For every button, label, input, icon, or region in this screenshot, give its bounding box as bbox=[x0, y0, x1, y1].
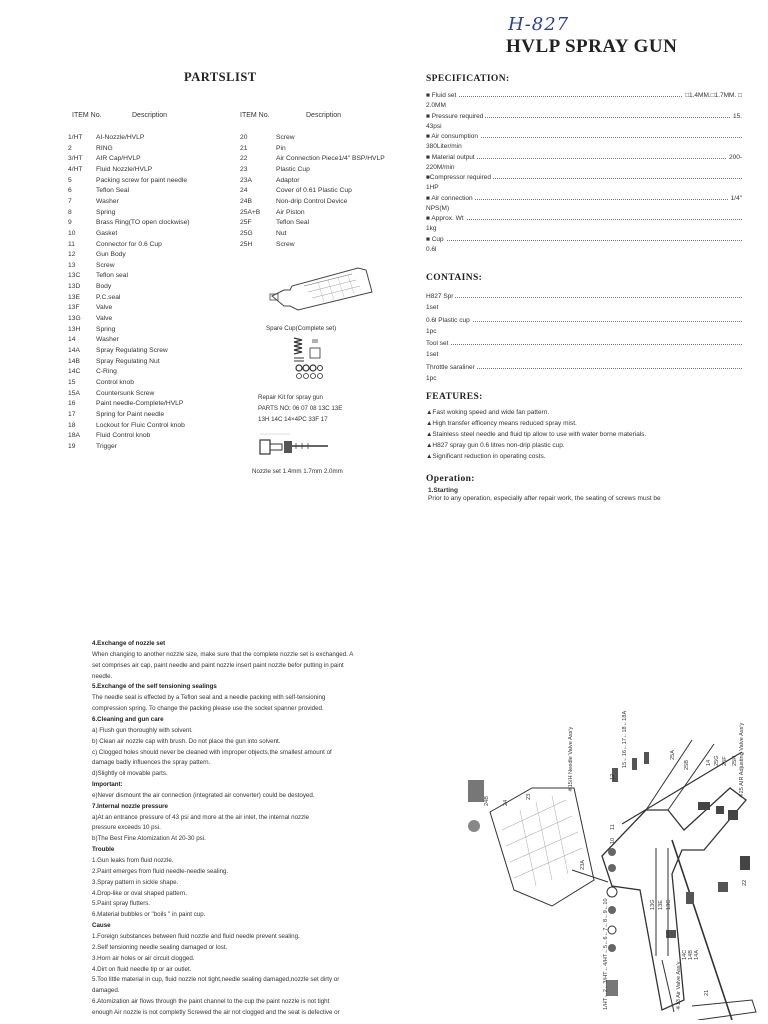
spec-value: □1.4MM.□1.7MM. □ bbox=[685, 92, 742, 99]
label-24: 24 bbox=[503, 799, 509, 806]
part-description: C-Ring bbox=[96, 368, 117, 376]
parts-row bbox=[68, 155, 248, 165]
parts-row bbox=[240, 166, 410, 176]
part-number: 25A+B bbox=[240, 208, 261, 216]
parts-row bbox=[68, 283, 248, 293]
label-12: 12 bbox=[610, 773, 616, 780]
contains-quantity: 1pc bbox=[426, 374, 437, 382]
spec-row bbox=[426, 113, 742, 123]
label-14a: 14A bbox=[694, 950, 700, 960]
label-13g: 13G bbox=[650, 899, 656, 910]
parts-row bbox=[240, 155, 410, 165]
part-number: 20 bbox=[240, 134, 248, 141]
part-number: 23A bbox=[240, 176, 252, 184]
part-description: Countersunk Screw bbox=[96, 389, 155, 397]
part-number: 24B bbox=[240, 197, 252, 205]
part-number: 22 bbox=[240, 155, 248, 163]
part-number: 13 bbox=[68, 261, 76, 269]
text-line: 1.Foreign substances between fluid nozzle and fluid needle prevent sealing. bbox=[92, 932, 300, 940]
label-23a: 23A bbox=[580, 860, 586, 870]
part-description: Cover of 0.61 Plastic Cup bbox=[276, 187, 352, 195]
partslist-title: PARTSLIST bbox=[184, 70, 257, 84]
contains-quantity: 1set bbox=[426, 351, 439, 358]
parts-row bbox=[240, 187, 410, 197]
text-line: a)At an entrance pressure of 43 psi and more at the air inlet, the internal nozzle bbox=[92, 813, 310, 821]
text-line: enough Air nozzle is not completly Screwed the air not clogged and the seat is defective or bbox=[92, 1008, 340, 1016]
feature-item: ▲Stainless steel needle and fluid tip allow to use with water borne materials. bbox=[426, 431, 647, 438]
parts-row bbox=[68, 390, 248, 400]
contains-label: Tool set bbox=[426, 340, 449, 347]
part-description: Lockout for Fluic Control knob bbox=[96, 421, 185, 429]
part-description: Valve bbox=[96, 304, 113, 312]
contains-quantity: 1pc bbox=[426, 327, 437, 335]
part-number: 2 bbox=[68, 144, 72, 152]
contains-label: 0.6l Plastic cup bbox=[426, 316, 470, 324]
text-line: damage badly influences the spray pattern. bbox=[92, 759, 211, 767]
section-heading: Trouble bbox=[92, 846, 115, 854]
part-number: 12 bbox=[68, 251, 76, 259]
part-description: Gun Body bbox=[96, 251, 126, 259]
col1-desc-header: Description bbox=[132, 112, 168, 119]
spec-row bbox=[426, 174, 742, 184]
contains-label: Throttle saraliner bbox=[426, 363, 475, 371]
spec-continued: 43psi bbox=[426, 122, 442, 130]
text-line: d)Slightly oil movable parts. bbox=[92, 770, 168, 778]
contains-quantity: 1set bbox=[426, 304, 439, 311]
part-description: Spring bbox=[96, 325, 116, 333]
part-number: 18A bbox=[68, 432, 80, 440]
part-description: Paint needle-Complete/HVLP bbox=[96, 400, 184, 408]
parts-row bbox=[68, 177, 248, 187]
contains-row bbox=[426, 293, 742, 303]
part-description: Control knob bbox=[96, 378, 134, 386]
label-21: 21 bbox=[704, 989, 710, 996]
part-number: 25F bbox=[240, 219, 252, 227]
parts-row bbox=[68, 347, 248, 357]
label-13c: 13C bbox=[666, 899, 672, 910]
part-number: 21 bbox=[240, 144, 248, 152]
spec-continued: 2.0MM bbox=[426, 102, 446, 109]
spec-value: 200- bbox=[728, 153, 742, 161]
part-number: 9 bbox=[68, 219, 72, 227]
part-description: P.C.seal bbox=[96, 293, 121, 301]
feature-item: ▲Significant reduction in operating costs. bbox=[426, 453, 546, 460]
part-description: Body bbox=[96, 283, 112, 291]
part-description: Spring for Paint needle bbox=[96, 410, 165, 418]
contains-row bbox=[426, 364, 742, 374]
spec-value: 1/4" bbox=[730, 194, 742, 202]
part-number: 13E bbox=[68, 293, 80, 301]
operation-subtitle: 1.Starting bbox=[428, 487, 458, 494]
parts-row bbox=[68, 134, 248, 144]
part-number: 15A bbox=[68, 389, 80, 397]
parts-row bbox=[68, 432, 248, 442]
spec-continued: 1HP bbox=[426, 184, 439, 191]
label-14b: 14B bbox=[688, 950, 694, 960]
parts-row bbox=[68, 443, 248, 453]
spec-row bbox=[426, 215, 742, 225]
parts-row bbox=[68, 422, 248, 432]
part-description: Washer bbox=[96, 197, 119, 205]
parts-row bbox=[240, 198, 410, 208]
parts-row bbox=[68, 368, 248, 378]
part-description: Air Connection Piece1/4" BSP/HVLP bbox=[276, 155, 385, 163]
feature-item: ▲High transfer efficency means reduced spray mist. bbox=[426, 420, 577, 427]
repair-kit-line-1: Repair Kit for spray gun bbox=[258, 394, 323, 401]
contains-dot-leader bbox=[426, 344, 742, 345]
text-line: 2.Paint emerges from fluid needle-needle sealing. bbox=[92, 867, 229, 875]
text-line: damaged. bbox=[92, 987, 120, 995]
specification-title: SPECIFICATION: bbox=[426, 74, 510, 84]
label-25a: 25A bbox=[670, 750, 676, 760]
feature-item: ▲H827 spray gun 0.6 litres non-drip plastic cup. bbox=[426, 442, 565, 449]
part-description: Screw bbox=[276, 240, 295, 248]
spec-row bbox=[426, 154, 742, 164]
parts-row bbox=[240, 219, 410, 229]
spec-label: ■Compressor required bbox=[426, 174, 491, 181]
text-line: b)The Best Fine Atomization At 20-30 psi. bbox=[92, 835, 206, 843]
parts-row bbox=[68, 400, 248, 410]
text-line: needle. bbox=[92, 672, 113, 680]
section-heading: 7.Internal nozzle pressure bbox=[92, 802, 168, 810]
parts-row bbox=[68, 304, 248, 314]
part-number: 5 bbox=[68, 176, 72, 184]
label-air-adjusting: ※25 AIR Adjusting Valve Ass'y bbox=[739, 722, 745, 798]
label-24b: 24B bbox=[484, 796, 490, 806]
part-number: 15 bbox=[68, 378, 76, 386]
part-number: 25H bbox=[240, 240, 253, 248]
part-description: Screw bbox=[96, 261, 115, 269]
part-description: Spring bbox=[96, 208, 116, 216]
spec-row bbox=[426, 92, 742, 102]
parts-row bbox=[68, 251, 248, 261]
parts-row bbox=[240, 209, 410, 219]
label-22: 22 bbox=[742, 879, 748, 886]
part-number: 19 bbox=[68, 442, 76, 450]
part-description: RING bbox=[96, 144, 113, 152]
part-description: Valve bbox=[96, 315, 113, 323]
text-line: set comprises air cap, paint needle and paint nozzle insert paint nozzle befor putting in paint bbox=[92, 661, 344, 669]
part-description: AIR Cap/HVLP bbox=[96, 155, 141, 163]
part-description: Spray Regulating Screw bbox=[96, 347, 168, 354]
contains-dot-leader bbox=[426, 321, 742, 322]
part-description: Screw bbox=[276, 134, 295, 141]
handwritten-model-code: H-827 bbox=[508, 14, 570, 35]
repair-kit-line-3: 13H 14C 14×4PC 33F 17 bbox=[258, 416, 328, 423]
spare-cup-illustration bbox=[268, 256, 378, 318]
text-line: 4.Dirt on fluid needle tip or air outlet. bbox=[92, 965, 192, 973]
part-number: 13D bbox=[68, 283, 81, 291]
col2-item-header: ITEM No. bbox=[240, 112, 270, 119]
part-description: Non-drip Control Device bbox=[276, 197, 348, 205]
spec-continued: 0.6l bbox=[426, 245, 437, 253]
text-line: 5.Paint spray flutters. bbox=[92, 900, 151, 908]
part-description: Plastic Cup bbox=[276, 165, 310, 173]
part-number: 17 bbox=[68, 410, 76, 418]
parts-row bbox=[68, 336, 248, 346]
spec-continued: 380Liter/min bbox=[426, 143, 462, 150]
spec-row bbox=[426, 195, 742, 205]
part-description: Packing screw for paint needle bbox=[96, 176, 188, 184]
nozzle-set-illustration bbox=[256, 432, 332, 462]
part-number: 14A bbox=[68, 347, 80, 354]
spec-label: ■ Fluid set bbox=[426, 92, 457, 99]
part-description: Teflon Seal bbox=[276, 219, 310, 227]
parts-row bbox=[240, 230, 410, 240]
section-heading: Cause bbox=[92, 922, 111, 930]
section-heading: Important: bbox=[92, 781, 123, 789]
parts-row bbox=[240, 145, 410, 155]
parts-row bbox=[68, 166, 248, 176]
part-description: Adaptor bbox=[276, 176, 300, 184]
parts-row bbox=[68, 198, 248, 208]
part-description: Air Piston bbox=[276, 208, 305, 216]
label-14: 14 bbox=[706, 759, 712, 766]
part-description: Connector for 0.6 Cup bbox=[96, 240, 162, 248]
repair-kit-line-2: PARTS NO: 06 07 08 13C 13E bbox=[258, 405, 343, 412]
parts-row bbox=[68, 230, 248, 240]
text-line: 6.Material bubbles or "boils " in paint cup. bbox=[92, 911, 206, 919]
operation-text: Prior to any operation, especially after repair work, the seating of screws must be bbox=[428, 495, 661, 502]
text-line: e)Never dismount the air connection (integrated air converter) could be destoyed. bbox=[92, 791, 315, 799]
spec-label: ■ Air consumption bbox=[426, 133, 478, 140]
text-line: The needle seal is effected by a Teflon seal and a needle packing with self-tensioning bbox=[92, 694, 326, 702]
part-number: 25G bbox=[240, 229, 253, 237]
text-line: c) Clogged holes should never be cleaned with improper objects,the smallest amount of bbox=[92, 748, 332, 756]
parts-row bbox=[68, 326, 248, 336]
parts-row bbox=[240, 134, 410, 144]
part-number: 1/HT bbox=[68, 134, 83, 141]
text-line: 3.Spray pattern in sickle shape. bbox=[92, 878, 179, 886]
label-air-valve: ※13 Air Valve Ass'y bbox=[676, 961, 682, 1010]
part-number: 4/HT bbox=[68, 165, 83, 173]
part-description: Fluid Nozzle/HVLP bbox=[96, 165, 153, 173]
text-line: 6.Atomization air flows through the paint channel to the cup the paint nozzle is not tight bbox=[92, 998, 330, 1006]
label-needle-valve: ※15/H Needle Valve Ass'y bbox=[568, 726, 574, 792]
parts-row bbox=[68, 241, 248, 251]
part-number: 14C bbox=[68, 368, 81, 376]
part-number: 13G bbox=[68, 315, 81, 323]
spec-label: ■ Material output bbox=[426, 153, 475, 161]
parts-row bbox=[68, 411, 248, 421]
text-line: 1.Gun leaks from fluid nozzle. bbox=[92, 857, 174, 864]
label-10: 10 bbox=[610, 837, 616, 844]
operation-title: Operation: bbox=[426, 474, 475, 484]
spec-continued: NPS(M) bbox=[426, 204, 450, 212]
label-25h: 25H bbox=[732, 755, 738, 766]
parts-row bbox=[68, 294, 248, 304]
text-line: 3.Horn air holes or air circuit clogged. bbox=[92, 954, 195, 962]
text-line: b) Clean air nozzle cap with brush. Do not place the gun into solvent. bbox=[92, 737, 281, 745]
label-sequence-top: 15←16←17←18←18A bbox=[622, 710, 628, 768]
part-number: 3/HT bbox=[68, 155, 83, 163]
part-description: Gasket bbox=[96, 229, 118, 237]
part-number: 14 bbox=[68, 336, 76, 344]
repair-parts-illustration bbox=[290, 334, 340, 386]
spec-continued: 1kg bbox=[426, 225, 437, 232]
part-number: 14B bbox=[68, 357, 80, 365]
part-number: 6 bbox=[68, 187, 72, 195]
spec-row bbox=[426, 236, 742, 246]
text-line: 2.Self tensioning needle sealing damaged or lost. bbox=[92, 943, 228, 951]
contains-row bbox=[426, 340, 742, 350]
spec-dot-leader bbox=[426, 240, 742, 241]
part-description: Nut bbox=[276, 229, 287, 237]
parts-row bbox=[68, 209, 248, 219]
parts-row bbox=[68, 272, 248, 282]
text-line: 5.Too little material in cup, fluid nozzle not tight,needle sealing damaged,nozzle set dirty or bbox=[92, 976, 340, 984]
label-sequence-left: 1/HT←2←3/HT←4/HT←5←6←7←8←9←10 bbox=[603, 898, 609, 1010]
text-line: 4.Drop-like or oval shaped pattern. bbox=[92, 889, 187, 897]
part-description: AI-Nozzle/HVLP bbox=[96, 134, 145, 141]
parts-row bbox=[68, 379, 248, 389]
part-number: 16 bbox=[68, 400, 76, 408]
parts-row bbox=[68, 262, 248, 272]
part-description: Teflon seal bbox=[96, 272, 128, 280]
contains-dot-leader bbox=[426, 297, 742, 298]
parts-row bbox=[68, 145, 248, 155]
label-23: 23 bbox=[526, 793, 532, 800]
spec-label: ■ Approx. Wt bbox=[426, 215, 464, 222]
part-description: Brass Ring(TO open clockwise) bbox=[96, 219, 190, 227]
spare-cup-caption: Spare Cup(Complete set) bbox=[266, 325, 337, 332]
part-number: 18 bbox=[68, 421, 76, 429]
spec-value: 15. bbox=[732, 112, 742, 120]
part-description: Pin bbox=[276, 144, 286, 152]
section-heading: 4.Exchange of nozzle set bbox=[92, 640, 166, 647]
part-description: Spray Regulating Nut bbox=[96, 357, 160, 365]
nozzle-set-caption: Nozzle set 1.4mm 1.7mm 2.0mm bbox=[252, 468, 343, 475]
part-number: 11 bbox=[68, 240, 75, 248]
contains-title: CONTAINS: bbox=[426, 273, 483, 283]
label-11: 11 bbox=[610, 824, 616, 830]
part-description: Trigger bbox=[96, 442, 117, 450]
text-line: a) Flush gun thoroughly with solvent. bbox=[92, 726, 193, 734]
part-number: 23 bbox=[240, 165, 248, 173]
part-number: 24 bbox=[240, 187, 248, 195]
contains-row bbox=[426, 317, 742, 327]
col2-desc-header: Description bbox=[306, 112, 342, 119]
spec-label: ■ Pressure required bbox=[426, 112, 484, 120]
spec-label: ■ Cup bbox=[426, 235, 444, 243]
part-number: 7 bbox=[68, 197, 72, 205]
col1-item-header: ITEM No. bbox=[72, 112, 102, 119]
parts-row bbox=[240, 241, 410, 251]
feature-item: ▲Fast woking speed and wide fan pattern. bbox=[426, 409, 550, 416]
contains-label: H827 Spr bbox=[426, 293, 454, 300]
spec-continued: 220M/min bbox=[426, 163, 455, 171]
exploded-view-diagram bbox=[462, 660, 762, 1020]
parts-row bbox=[68, 187, 248, 197]
parts-row bbox=[68, 219, 248, 229]
part-description: Washer bbox=[96, 336, 119, 344]
spec-label: ■ Air connection bbox=[426, 194, 473, 202]
parts-row bbox=[240, 177, 410, 187]
text-line: compression spring. To change the packing please use the socket spanner provided. bbox=[92, 705, 324, 713]
label-25g: 25G bbox=[714, 755, 720, 766]
section-heading: 5.Exchange of the self tensioning sealings bbox=[92, 683, 217, 691]
label-25b: 25B bbox=[684, 760, 690, 770]
document-title: HVLP SPRAY GUN bbox=[506, 36, 678, 57]
part-number: 10 bbox=[68, 229, 76, 237]
parts-row bbox=[68, 358, 248, 368]
part-description: Fluid Control knob bbox=[96, 432, 151, 440]
label-25f: 25F bbox=[722, 756, 728, 766]
section-heading: 6.Cleaning and gun care bbox=[92, 715, 164, 723]
part-number: 8 bbox=[68, 208, 72, 216]
part-description: Teflon Seal bbox=[96, 187, 130, 195]
features-title: FEATURES: bbox=[426, 392, 483, 402]
label-13e: 13E bbox=[658, 900, 664, 910]
text-line: pressure exceeds 10 psi. bbox=[92, 824, 161, 832]
label-14c: 14C bbox=[682, 949, 688, 960]
parts-row bbox=[68, 315, 248, 325]
part-number: 13F bbox=[68, 304, 80, 312]
spec-row bbox=[426, 133, 742, 143]
text-line: When changing to another nozzle size, make sure that the complete nozzle set is exchanged. A bbox=[92, 650, 354, 658]
part-number: 13C bbox=[68, 272, 81, 280]
spec-dot-leader bbox=[426, 219, 742, 220]
part-number: 13H bbox=[68, 325, 81, 333]
